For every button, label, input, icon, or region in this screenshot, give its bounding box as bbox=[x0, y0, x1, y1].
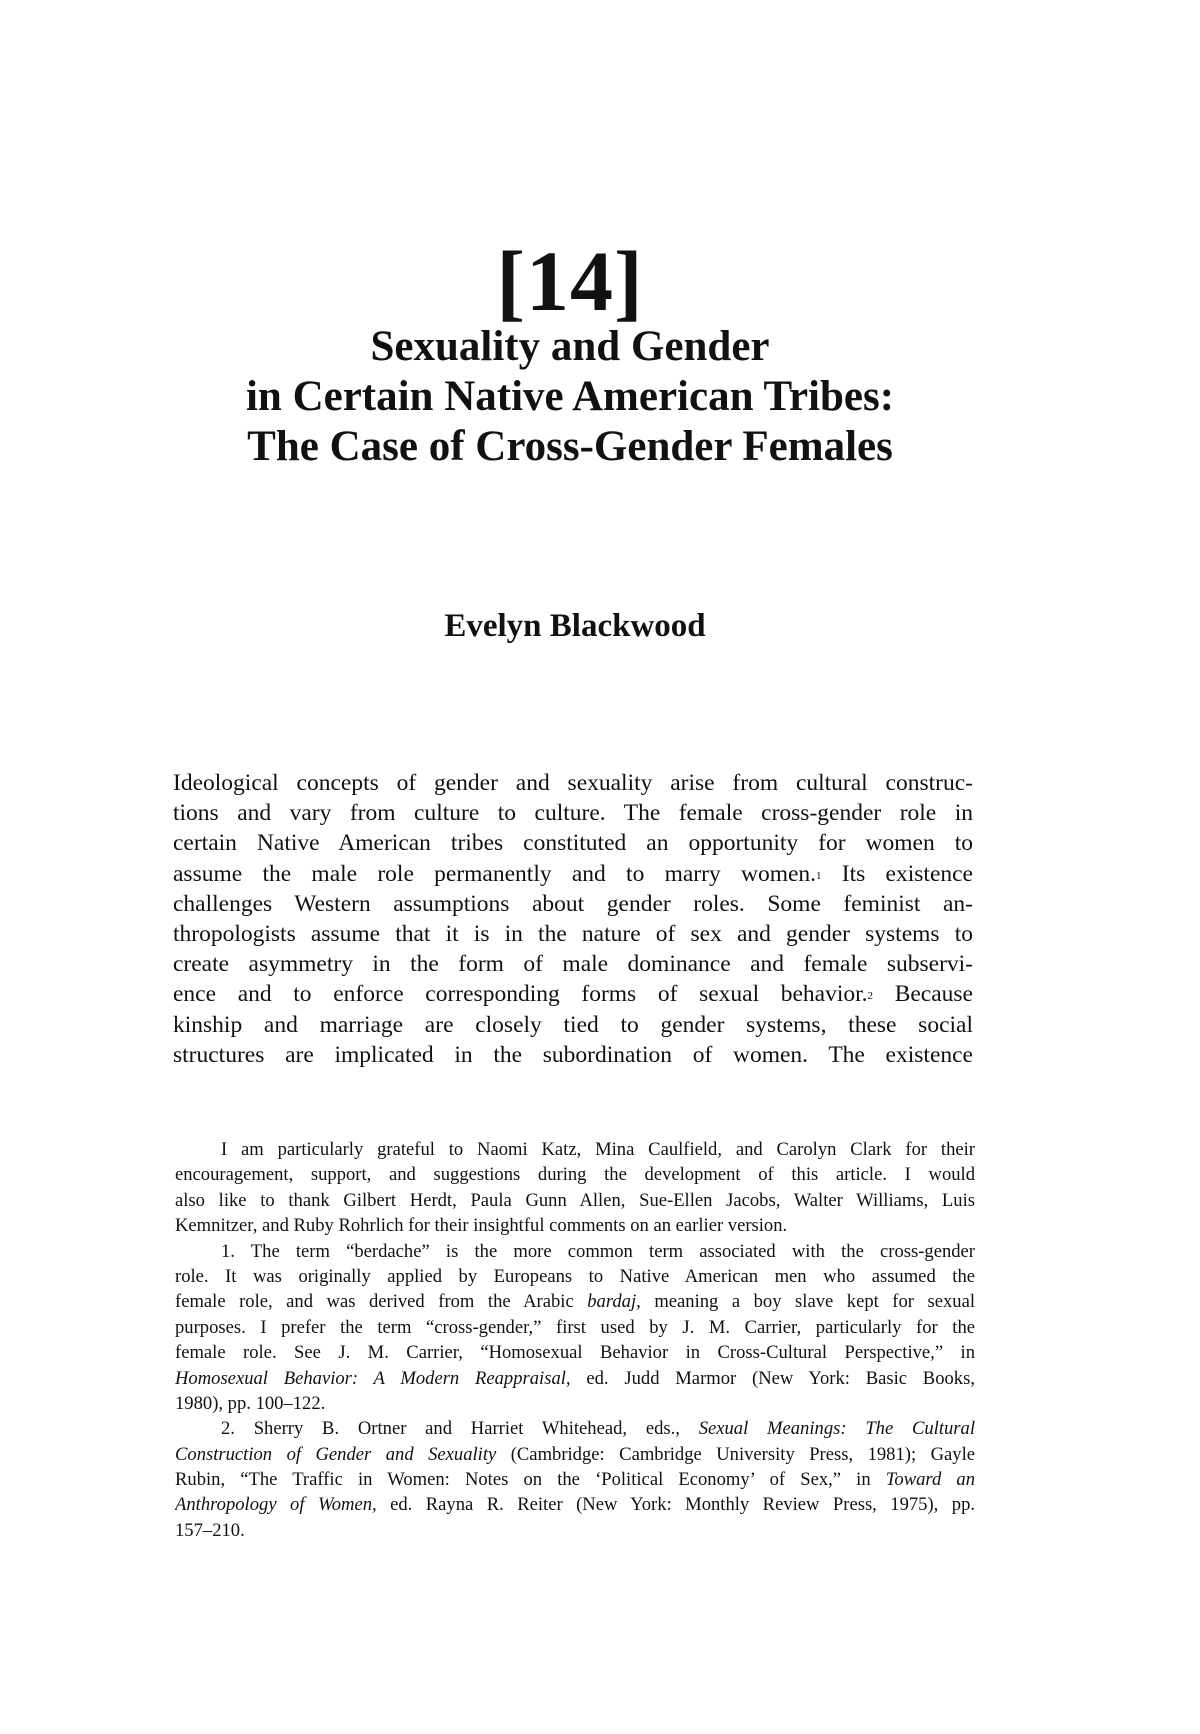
footnote-text-segment: Rubin, “The Traffic in Women: Notes on the ‘Political Economy’ of Sex,” in bbox=[175, 1469, 886, 1491]
footnote-text-segment: female role, and was derived from the Arabic bbox=[175, 1291, 588, 1313]
footnote-1-line: role. It was originally applied by Europeans to Native American men who assumed the bbox=[175, 1265, 975, 1287]
body-line: create asymmetry in the form of male dominance and female subservi- bbox=[173, 951, 973, 978]
title-line-3: The Case of Cross-Gender Females bbox=[247, 423, 893, 470]
footnote-italic-title: Anthropology of Women, bbox=[175, 1494, 377, 1516]
body-line: thropologists assume that it is in the nature of sex and gender systems to bbox=[173, 920, 973, 947]
title-line-2: in Certain Native American Tribes: bbox=[245, 373, 895, 420]
chapter-number: [14] bbox=[496, 233, 644, 329]
footnote-italic-title: Toward an bbox=[885, 1469, 975, 1491]
footnote-2-line bbox=[175, 1467, 975, 1492]
footnote-text-segment: ed. Judd Marmor (New York: Basic Books, bbox=[570, 1367, 975, 1389]
acknowledgment-line: Kemnitzer, and Ruby Rohrlich for their insightful comments on an earlier version. bbox=[175, 1215, 788, 1237]
body-line bbox=[173, 979, 973, 1009]
body-line: structures are implicated in the subordination of women. The existence bbox=[173, 1041, 973, 1068]
footnote-1-line: purposes. I prefer the term “cross-gender,” first used by J. M. Carrier, particularly for the bbox=[175, 1316, 975, 1338]
footnote-1-line: 1. The term “berdache” is the more common term associated with the cross-gender bbox=[221, 1240, 975, 1262]
footnote-ref-1: 1 bbox=[816, 869, 822, 882]
footnote-italic-term: bardaj, bbox=[587, 1291, 641, 1313]
footnote-2-line: 157–210. bbox=[175, 1519, 245, 1541]
footnote-italic-title: Sexual Meanings: The Cultural bbox=[698, 1418, 975, 1440]
body-line: Ideological concepts of gender and sexuality arise from cultural construc- bbox=[173, 770, 973, 796]
footnote-1-line bbox=[175, 1289, 975, 1314]
body-text-segment: ence and to enforce corresponding forms of sexual behavior. bbox=[173, 981, 868, 1008]
footnote-2-line bbox=[175, 1416, 975, 1441]
body-line: certain Native American tribes constituted an opportunity for women to bbox=[173, 830, 973, 857]
footnote-1-line bbox=[175, 1366, 975, 1391]
acknowledgment-line: I am particularly grateful to Naomi Katz, Mina Caulfield, and Carolyn Clark for their bbox=[221, 1139, 975, 1160]
footnote-text-segment: meaning a boy slave kept for sexual bbox=[640, 1291, 975, 1313]
author-name: Evelyn Blackwood bbox=[444, 608, 706, 644]
footnote-text-segment: 2. Sherry B. Ortner and Harriet Whitehead, eds., bbox=[221, 1418, 699, 1440]
footnote-1-line: 1980), pp. 100–122. bbox=[175, 1392, 326, 1414]
footnote-2-line bbox=[175, 1492, 975, 1517]
body-text-segment: Its existence bbox=[821, 860, 973, 887]
body-paragraph bbox=[173, 768, 973, 1070]
footnote-1-line: female role. See J. M. Carrier, “Homosexual Behavior in Cross-Cultural Perspective,” in bbox=[175, 1342, 975, 1364]
body-text-segment: Because bbox=[873, 981, 973, 1008]
article-title bbox=[0, 322, 1140, 472]
body-line: challenges Western assumptions about gender roles. Some feminist an- bbox=[173, 890, 973, 917]
acknowledgment-line: also like to thank Gilbert Herdt, Paula Gunn Allen, Sue-Ellen Jacobs, Walter Williams, Luis bbox=[175, 1189, 975, 1211]
footnote-italic-title: Homosexual Behavior: A Modern Reappraisal, bbox=[175, 1367, 571, 1389]
footnote-italic-title: Construction of Gender and Sexuality bbox=[175, 1443, 497, 1465]
acknowledgment-line: encouragement, support, and suggestions during the development of this article. I would bbox=[175, 1164, 975, 1186]
body-line: kinship and marriage are closely tied to gender systems, these social bbox=[173, 1011, 973, 1038]
footnote-2-line bbox=[175, 1442, 975, 1467]
title-line-1: Sexuality and Gender bbox=[370, 323, 770, 370]
footnote-ref-2: 2 bbox=[867, 990, 874, 1003]
footnote-text-segment: (Cambridge: Cambridge University Press, 1981); Gayle bbox=[496, 1443, 975, 1465]
body-line bbox=[173, 859, 973, 889]
footnotes bbox=[175, 1137, 975, 1543]
body-line: tions and vary from culture to culture. The female cross-gender role in bbox=[173, 800, 973, 827]
footnote-text-segment: ed. Rayna R. Reiter (New York: Monthly Review Press, 1975), pp. bbox=[376, 1494, 975, 1516]
body-text-segment: assume the male role permanently and to marry women. bbox=[173, 860, 817, 887]
